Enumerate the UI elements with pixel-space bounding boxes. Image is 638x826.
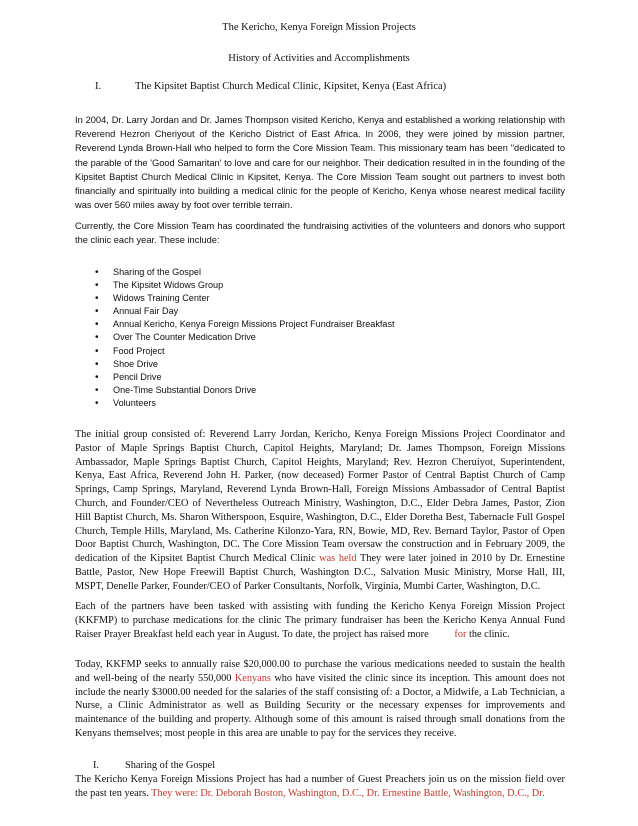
funding-text-continued: who have visited the clinic since its inception. This amount does not include the nearly $3000.00 needed for the salaries of the staff consisting of: a Doctor, a Midwife, a Lab Technician, a Nurse, a Clinic Administrator as well as Building Security or the necessary expenses for improvements and maintenance of the building and property. Although some of this amount is raised through small donations from the Kenyans themselves; most people in this area are unable to pay for the services they receive. xyxy=(75,672,565,739)
document-subtitle: History of Activities and Accomplishments xyxy=(228,53,410,64)
initial-group-text: The initial group consisted of: Reverend Larry Jordan, Kericho, Kenya Foreign Missions Project Coordinator and Pastor of Maple Springs Baptist Church, Capitol Heights, Maryland; Dr. James Thompson, Foreign Missions Ambassador, Maple Springs Baptist Church, Capitol Heights, Maryland; Rev. Hezron Cheruiyot, Superintendent, Kenya, East Africa, Reverend John H. Parker, (now deceased) Former Pastor of Central Baptist Church of Camp Springs, Camp Springs, Maryland, Reverend Lynda Brown-Hall, Foreign Missions Ambassador of Central Baptist Church, and Founder/CEO of Nevertheless Outreach Ministry, Washington, D.C., Elder Debra James, Pastor, Zion Hill Baptist Church, Ms. Sharon Witherspoon, Esquire, Washington, D.C., Elder Doretha Best, Tabernacle Full Gospel Church, Temple Hills, Maryland, Ms. Catherine Kilonzo-Yara, RN, Bowie, MD, Rev. Bernard Taylor, Pastor of Open Door Baptist Church, Washington, DC. The Core Mission Team oversaw the construction and in February 2009, the dedication of the Kipsitet Baptist Church Medical Clinic xyxy=(75,429,565,565)
partners-text: Each of the partners have been tasked with assisting with funding the Kericho Kenya Foreign Mission Project (KKFMP) to purchase medications for the clinic The primary fundraiser has been the Kericho Kenya Annual Fund Raiser Prayer Breakfast held each year in August. To date, the project has raised more xyxy=(75,601,565,640)
funding-paragraph xyxy=(75,658,565,741)
list-item: • Sharing of the Gospel xyxy=(95,266,395,279)
list-item: • The Kipsitet Widows Group xyxy=(95,279,395,292)
section-title: The Kipsitet Baptist Church Medical Clinic, Kipsitet, Kenya (East Africa) xyxy=(135,81,447,92)
partners-text-continued: the clinic. xyxy=(468,628,510,640)
highlighted-text: for xyxy=(454,628,467,640)
list-item: • One-Time Substantial Donors Drive xyxy=(95,384,395,397)
list-item: • Pencil Drive xyxy=(95,371,395,384)
list-item: • Food Project xyxy=(95,345,395,358)
partners-paragraph xyxy=(75,600,565,641)
activities-list xyxy=(95,266,395,410)
section-title: Sharing of the Gospel xyxy=(125,760,216,771)
list-item: • Annual Kericho, Kenya Foreign Missions Project Fundraiser Breakfast xyxy=(95,318,395,331)
section-heading-gospel xyxy=(93,760,215,771)
funding-text: Today, KKFMP seeks to annually raise $20,000.00 to purchase the various medications needed to sustain the health and well-being of the nearly 550,000 xyxy=(75,659,565,684)
list-item: • Annual Fair Day xyxy=(95,305,395,318)
list-item: • Widows Training Center xyxy=(95,292,395,305)
initial-group-text-continued: They were later joined in 2010 by Dr. Ernestine Battle, Pastor, New Hope Freewill Baptist Church, Washington D.C., Salvation Music Ministry, Morse Hall, III, MSPT, Denelle Parker, Founder/CEO of Parker Consultants, Norfolk, Virginia, Mumbi Carter, Washington, D.C. xyxy=(75,553,565,592)
activities-intro-paragraph: Currently, the Core Mission Team has coordinated the fundraising activities of the volunteers and donors who support the clinic each year. These include: xyxy=(75,221,565,246)
highlighted-text: They were: Dr. Deborah Boston, Washington, D.C., Dr. Ernestine Battle, Washington, D.C., Dr. xyxy=(151,787,545,799)
section-number: I. xyxy=(95,81,102,92)
list-item: • Volunteers xyxy=(95,397,395,410)
highlighted-text: was held xyxy=(319,553,357,565)
list-item: • Over The Counter Medication Drive xyxy=(95,331,395,344)
document-title: The Kericho, Kenya Foreign Mission Projects xyxy=(222,22,416,33)
list-item: • Shoe Drive xyxy=(95,358,395,371)
section-heading-clinic xyxy=(95,81,615,92)
gospel-text: The Kericho Kenya Foreign Missions Project has had a number of Guest Preachers join us on the mission field over the past ten years. xyxy=(75,774,565,799)
initial-group-paragraph xyxy=(75,428,565,594)
history-paragraph: In 2004, Dr. Larry Jordan and Dr. James Thompson visited Kericho, Kenya and established a working relationship with Reverend Hezron Cheriyout of the Kericho District of East Africa. In 2006, they were joined by mission partner, Reverend Lynda Brown-Hall who helped to form the Core Mission Team. This missionary team has been "dedicated to the parable of the 'Good Samaritan' to love and care for our neighbor. Their dedication resulted in in the founding of the Kipsitet Baptist Church Medical Clinic in Kipsitet, Kenya. The Core Mission Team sought out partners to invest both financially and spiritually into building a medical clinic for the people of Kericho, Kenya whose nearest medical facility was over 560 miles away by foot over terrible terrain. xyxy=(75,115,565,211)
highlighted-text: Kenyans xyxy=(234,672,271,684)
section-number: I. xyxy=(93,760,100,771)
gospel-paragraph xyxy=(75,773,565,801)
